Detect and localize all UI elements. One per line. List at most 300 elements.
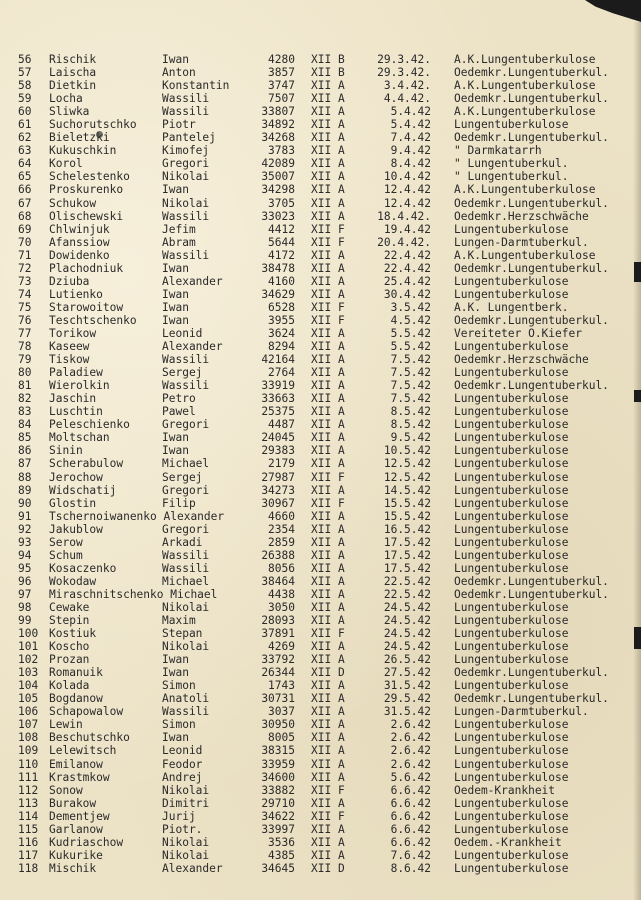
prisoner-number: 3705 [268, 196, 295, 210]
date-of-death: 26.5.42 [383, 653, 431, 667]
cause-of-death: Lungentuberkulose [454, 340, 569, 354]
first-name: Feodor [162, 757, 203, 771]
surname: Schukow [49, 196, 97, 210]
row-number: 57 [18, 66, 32, 80]
date-of-death: 7.5.42 [390, 392, 431, 406]
surname: Scherabulow [49, 457, 124, 471]
prisoner-number: 8294 [268, 340, 295, 354]
surname: Luschtin [49, 405, 103, 419]
table-row [0, 562, 641, 575]
unit: XII A [311, 105, 345, 119]
unit: XII A [311, 731, 345, 745]
row-number: 81 [18, 379, 32, 393]
table-row [0, 627, 641, 640]
table-row [0, 405, 641, 418]
unit: XII F [311, 809, 345, 823]
first-name: Iwan [162, 431, 189, 445]
surname: Romanuik [49, 666, 103, 680]
first-name: Leonid [162, 326, 203, 340]
prisoner-number: 30967 [261, 496, 295, 510]
table-row [0, 601, 641, 614]
row-number: 84 [18, 418, 32, 432]
unit: XII A [311, 196, 345, 210]
first-name: Arkadi [162, 535, 203, 549]
date-of-death: 17.5.42 [383, 561, 431, 575]
prisoner-number: 33792 [261, 653, 295, 667]
row-number: 71 [18, 248, 32, 262]
prisoner-number: 34629 [261, 287, 295, 301]
date-of-death: 24.5.42 [383, 600, 431, 614]
first-name: Stepan [162, 627, 203, 641]
table-row [0, 105, 641, 118]
date-of-death: 5.4.42 [390, 118, 431, 132]
cause-of-death: Lungentuberkulose [454, 561, 569, 575]
cause-of-death: Lungentuberkulose [454, 770, 569, 784]
surname: Dietkin [49, 79, 97, 93]
prisoner-number: 33663 [261, 392, 295, 406]
unit: XII A [311, 692, 345, 706]
date-of-death: 22.4.42 [383, 248, 431, 262]
date-of-death: 31.5.42 [383, 705, 431, 719]
row-number: 82 [18, 392, 32, 406]
table-row [0, 118, 641, 131]
unit: XII F [311, 627, 345, 641]
unit: XII D [311, 666, 345, 680]
date-of-death: 5.5.42 [390, 326, 431, 340]
date-of-death: 15.5.42 [383, 509, 431, 523]
unit: XII A [311, 392, 345, 406]
cause-of-death: A.K.Lungentuberkulose [454, 79, 596, 93]
surname: Suchorutschko [49, 118, 137, 132]
cause-of-death: " Lungentuberkul. [454, 157, 569, 171]
surname: Afanssiow [49, 235, 110, 249]
table-row [0, 392, 641, 405]
table-row [0, 431, 641, 444]
date-of-death: 5.6.42 [390, 770, 431, 784]
row-number: 110 [18, 757, 39, 771]
unit: XII F [311, 470, 345, 484]
unit: XII F [311, 783, 345, 797]
date-of-death: 27.5.42 [383, 666, 431, 680]
row-number: 104 [18, 679, 39, 693]
surname: Moltschan [49, 431, 110, 445]
first-name: Iwan [162, 313, 189, 327]
first-name: Iwan [162, 444, 189, 458]
cause-of-death: Lungentuberkulose [454, 444, 569, 458]
cause-of-death: Lungentuberkulose [454, 653, 569, 667]
first-name: Jurij [162, 809, 196, 823]
row-number: 95 [18, 561, 32, 575]
first-name: Gregori [162, 157, 210, 171]
first-name: Andrej [162, 770, 203, 784]
date-of-death: 2.6.42 [390, 731, 431, 745]
first-name: Pawel [162, 405, 196, 419]
prisoner-number: 3050 [268, 600, 295, 614]
unit: XII F [311, 313, 345, 327]
date-of-death: 9.4.42 [390, 144, 431, 158]
surname: Sonow [49, 783, 83, 797]
table-row [0, 457, 641, 470]
first-name: Petro [162, 392, 196, 406]
prisoner-number: 4269 [268, 640, 295, 654]
cause-of-death: Lungentuberkulose [454, 796, 569, 810]
date-of-death: 3.5.42 [390, 300, 431, 314]
row-number: 86 [18, 444, 32, 458]
prisoner-number: 8056 [268, 561, 295, 575]
date-of-death: 12.4.42 [383, 183, 431, 197]
row-number: 89 [18, 483, 32, 497]
cause-of-death: Lungentuberkulose [454, 757, 569, 771]
table-row [0, 588, 641, 601]
surname: Stepin [49, 614, 90, 628]
table-row [0, 705, 641, 718]
table-row [0, 144, 641, 157]
prisoner-number: 42164 [261, 353, 295, 367]
first-name: Wassili [162, 353, 210, 367]
prisoner-number: 3955 [268, 313, 295, 327]
unit: XII A [311, 144, 345, 158]
unit: XII A [311, 405, 345, 419]
cause-of-death: Oedemkr.Lungentuberkul. [454, 692, 609, 706]
unit: XII A [311, 705, 345, 719]
surname: Dowidenko [49, 248, 110, 262]
first-name: Jefim [162, 222, 196, 236]
row-number: 111 [18, 770, 39, 784]
surname: Burakow [49, 796, 97, 810]
cause-of-death: Lungen-Darmtuberkul. [454, 705, 589, 719]
surname: Kolada [49, 679, 90, 693]
table-row [0, 810, 641, 823]
table-row [0, 836, 641, 849]
first-name: Abram [162, 235, 196, 249]
prisoner-number: 4412 [268, 222, 295, 236]
table-row [0, 353, 641, 366]
cause-of-death: A.K.Lungentuberkulose [454, 183, 596, 197]
unit: XII A [311, 183, 345, 197]
date-of-death: 14.5.42 [383, 483, 431, 497]
unit: XII A [311, 587, 345, 601]
unit: XII A [311, 261, 345, 275]
cause-of-death: Oedemkr.Lungentuberkul. [454, 66, 609, 80]
first-name: Simon [162, 718, 196, 732]
surname: Koscho [49, 640, 90, 654]
first-name: Leonid [162, 744, 203, 758]
prisoner-number: 1743 [268, 679, 295, 693]
table-row [0, 444, 641, 457]
first-name: Iwan [162, 53, 189, 66]
prisoner-number: 33882 [261, 783, 295, 797]
surname: Tschernoiwanenko Alexander [49, 509, 225, 523]
unit: XII A [311, 92, 345, 106]
table-row [0, 823, 641, 836]
table-row [0, 484, 641, 497]
cause-of-death: A.K. Lungentberk. [454, 300, 569, 314]
surname: Krastmkow [49, 770, 110, 784]
unit: XII A [311, 509, 345, 523]
first-name: Alexander [162, 861, 223, 875]
unit: XII A [311, 640, 345, 654]
row-number: 58 [18, 79, 32, 93]
row-number: 93 [18, 535, 32, 549]
cause-of-death: Lungentuberkulose [454, 809, 569, 823]
cause-of-death: Lungentuberkulose [454, 600, 569, 614]
first-name: Sergej [162, 366, 203, 380]
prisoner-number: 2764 [268, 366, 295, 380]
unit: XII F [311, 300, 345, 314]
row-number: 91 [18, 509, 32, 523]
surname: Kudriaschow [49, 835, 124, 849]
first-name: Pantelej [162, 131, 216, 145]
row-number: 76 [18, 313, 32, 327]
date-of-death: 6.6.42 [390, 809, 431, 823]
row-number: 96 [18, 574, 32, 588]
first-name: Iwan [162, 300, 189, 314]
prisoner-number: 30950 [261, 718, 295, 732]
table-row [0, 236, 641, 249]
unit: XII A [311, 574, 345, 588]
date-of-death: 16.5.42 [383, 522, 431, 536]
unit: XII A [311, 679, 345, 693]
cause-of-death: Lungentuberkulose [454, 614, 569, 628]
surname: Locha [49, 92, 83, 106]
first-name: Michael [162, 457, 210, 471]
table-row [0, 510, 641, 523]
cause-of-death: Oedemkr.Lungentuberkul. [454, 196, 609, 210]
cause-of-death: Lungentuberkulose [454, 287, 569, 301]
first-name: Wassili [162, 548, 210, 562]
cause-of-death: Oedemkr.Herzschwäche [454, 209, 589, 223]
row-number: 90 [18, 496, 32, 510]
cause-of-death: Lungentuberkulose [454, 627, 569, 641]
table-row [0, 53, 641, 66]
cause-of-death: Lungentuberkulose [454, 222, 569, 236]
cause-of-death: Lungentuberkulose [454, 522, 569, 536]
surname: Proskurenko [49, 183, 124, 197]
first-name: Iwan [162, 666, 189, 680]
row-number: 87 [18, 457, 32, 471]
date-of-death: 5.5.42 [390, 340, 431, 354]
unit: XII A [311, 340, 345, 354]
row-number: 78 [18, 340, 32, 354]
row-number: 73 [18, 274, 32, 288]
date-of-death: 22.4.42 [383, 261, 431, 275]
cause-of-death: Lungentuberkulose [454, 548, 569, 562]
surname: Prozan [49, 653, 90, 667]
first-name: Piotr [162, 118, 196, 132]
first-name: Gregori [162, 418, 210, 432]
prisoner-number: 26388 [261, 548, 295, 562]
row-number: 61 [18, 118, 32, 132]
unit: XII A [311, 79, 345, 93]
unit: XII A [311, 483, 345, 497]
table-row [0, 288, 641, 301]
cause-of-death: Oedem-Krankheit [454, 783, 556, 797]
row-number: 74 [18, 287, 32, 301]
row-number: 101 [18, 640, 39, 654]
unit: XII A [311, 118, 345, 132]
row-number: 67 [18, 196, 32, 210]
first-name: Konstantin [162, 79, 230, 93]
prisoner-number: 29383 [261, 444, 295, 458]
table-row [0, 549, 641, 562]
cause-of-death: Vereiteter O.Kiefer [454, 326, 582, 340]
first-name: Iwan [162, 287, 189, 301]
unit: XII A [311, 614, 345, 628]
unit: XII A [311, 770, 345, 784]
table-row [0, 79, 641, 92]
first-name: Nikolai [162, 600, 210, 614]
unit: XII D [311, 861, 345, 875]
surname: Wierolkin [49, 379, 110, 393]
row-number: 64 [18, 157, 32, 171]
surname: Starowoitow [49, 300, 124, 314]
surname: Lutienko [49, 287, 103, 301]
unit: XII A [311, 744, 345, 758]
row-number: 79 [18, 353, 32, 367]
surname: Emilanow [49, 757, 103, 771]
row-number: 107 [18, 718, 39, 732]
table-row [0, 784, 641, 797]
first-name: Iwan [162, 731, 189, 745]
unit: XII A [311, 522, 345, 536]
table-row [0, 340, 641, 353]
unit: XII A [311, 326, 345, 340]
unit: XII F [311, 235, 345, 249]
prisoner-number: 4160 [268, 274, 295, 288]
surname: Bieletzki [49, 131, 110, 145]
cause-of-death: Lungentuberkulose [454, 744, 569, 758]
surname: Lewin [49, 718, 83, 732]
row-number: 108 [18, 731, 39, 745]
cause-of-death: Lungentuberkulose [454, 509, 569, 523]
row-number: 114 [18, 809, 39, 823]
prisoner-number: 3857 [268, 66, 295, 80]
table-row [0, 418, 641, 431]
row-number: 62 [18, 131, 32, 145]
surname: Kaseew [49, 340, 90, 354]
date-of-death: 18.4.42. [377, 209, 431, 223]
cause-of-death: Lungentuberkulose [454, 457, 569, 471]
unit: XII A [311, 796, 345, 810]
first-name: Maxim [162, 614, 196, 628]
first-name: Nikolai [162, 196, 210, 210]
row-number: 80 [18, 366, 32, 380]
prisoner-number: 4487 [268, 418, 295, 432]
surname: Teschtschenko [49, 313, 137, 327]
prisoner-number: 27987 [261, 470, 295, 484]
cause-of-death: " Lungentuberkul. [454, 170, 569, 184]
surname: Serow [49, 535, 83, 549]
first-name: Wassili [162, 105, 210, 119]
cause-of-death: Lungentuberkulose [454, 822, 569, 836]
first-name: Gregori [162, 483, 210, 497]
table-row [0, 862, 641, 875]
prisoner-number: 33997 [261, 822, 295, 836]
table-row [0, 327, 641, 340]
prisoner-number: 33807 [261, 105, 295, 119]
surname: Mischik [49, 861, 97, 875]
first-name: Anton [162, 66, 196, 80]
cause-of-death: Oedemkr.Lungentuberkul. [454, 379, 609, 393]
prisoner-number: 34892 [261, 118, 295, 132]
death-register-table [0, 53, 641, 875]
cause-of-death: Oedemkr.Lungentuberkul. [454, 587, 609, 601]
date-of-death: 7.4.42 [390, 131, 431, 145]
unit: XII A [311, 431, 345, 445]
prisoner-number: 33959 [261, 757, 295, 771]
prisoner-number: 2859 [268, 535, 295, 549]
row-number: 85 [18, 431, 32, 445]
unit: XII A [311, 418, 345, 432]
first-name: Wassili [162, 92, 210, 106]
surname: Plachodniuk [49, 261, 124, 275]
surname: Schum [49, 548, 83, 562]
date-of-death: 5.4.42 [390, 105, 431, 119]
first-name: Gregori [162, 522, 210, 536]
table-row [0, 523, 641, 536]
date-of-death: 8.5.42 [390, 418, 431, 432]
prisoner-number: 25375 [261, 405, 295, 419]
unit: XII B [311, 66, 345, 80]
first-name: Sergej [162, 470, 203, 484]
first-name: Wassili [162, 705, 210, 719]
table-row [0, 183, 641, 196]
table-row [0, 92, 641, 105]
date-of-death: 2.6.42 [390, 744, 431, 758]
table-row [0, 536, 641, 549]
cause-of-death: Lungentuberkulose [454, 640, 569, 654]
date-of-death: 24.5.42 [383, 640, 431, 654]
table-row [0, 66, 641, 79]
unit: XII A [311, 209, 345, 223]
prisoner-number: 8005 [268, 731, 295, 745]
surname: Kostiuk [49, 627, 97, 641]
surname: Kukurike [49, 848, 103, 862]
prisoner-number: 38315 [261, 744, 295, 758]
date-of-death: 4.5.42 [390, 313, 431, 327]
unit: XII A [311, 444, 345, 458]
date-of-death: 29.5.42 [383, 692, 431, 706]
date-of-death: 20.4.42. [377, 235, 431, 249]
unit: XII A [311, 822, 345, 836]
first-name: Nikolai [162, 783, 210, 797]
table-row [0, 849, 641, 862]
row-number: 92 [18, 522, 32, 536]
first-name: Kimofej [162, 144, 210, 158]
row-number: 98 [18, 600, 32, 614]
row-number: 116 [18, 835, 39, 849]
table-row [0, 575, 641, 588]
first-name: Nikolai [162, 170, 210, 184]
first-name: Iwan [162, 183, 189, 197]
row-number: 66 [18, 183, 32, 197]
row-number: 65 [18, 170, 32, 184]
cause-of-death: Lungentuberkulose [454, 431, 569, 445]
first-name: Wassili [162, 248, 210, 262]
first-name: Nikolai [162, 640, 210, 654]
surname: Beschutschko [49, 731, 130, 745]
prisoner-number: 29710 [261, 796, 295, 810]
prisoner-number: 34268 [261, 131, 295, 145]
date-of-death: 22.5.42 [383, 574, 431, 588]
table-row [0, 366, 641, 379]
surname: Jakublow [49, 522, 103, 536]
surname: Bogdanow [49, 692, 103, 706]
cause-of-death: Lungentuberkulose [454, 731, 569, 745]
table-row [0, 301, 641, 314]
surname: Wokodaw [49, 574, 97, 588]
date-of-death: 12.4.42 [383, 196, 431, 210]
